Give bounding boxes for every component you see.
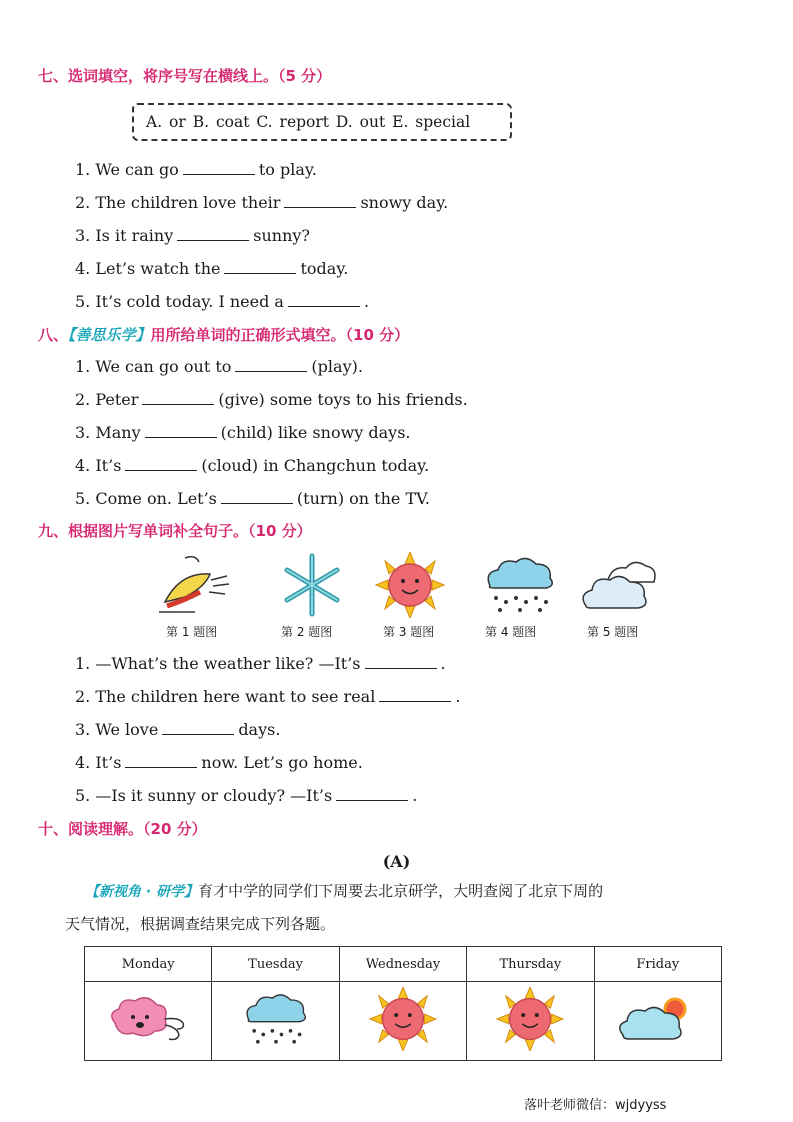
day-header-thursday: Thursday (467, 947, 594, 982)
s7-item-3: 3. Is it rainy sunny? (75, 226, 310, 245)
picture-caption-1: 第 1 题图 (166, 625, 218, 639)
s9-item-1: 1. —What’s the weather like? —It’s . (75, 654, 446, 673)
sunny-icon (490, 987, 570, 1051)
picture-caption-2: 第 2 题图 (281, 625, 333, 639)
section8-tag: 【善思乐学】 (68, 326, 151, 344)
day-header-wednesday: Wednesday (339, 947, 466, 982)
answer-blank[interactable] (235, 357, 307, 372)
s9-item-3: 3. We love days. (75, 720, 281, 739)
s7-item-5: 5. It’s cold today. I need a . (75, 292, 370, 311)
weather-cell-friday (594, 982, 721, 1061)
cloudy-icon (613, 989, 703, 1049)
day-header-monday: Monday (85, 947, 212, 982)
snowflake-icon (272, 552, 352, 618)
passage-label: (A) (382, 852, 411, 871)
answer-blank[interactable] (162, 720, 234, 735)
section10-heading: 十、阅读理解。（20 分） (38, 820, 207, 838)
answer-blank[interactable] (379, 687, 451, 702)
windy-icon (155, 552, 235, 618)
s9-item-4: 4. It’s now. Let’s go home. (75, 753, 363, 772)
day-header-tuesday: Tuesday (212, 947, 339, 982)
answer-blank[interactable] (288, 292, 360, 307)
section7-heading: 七、选词填空，将序号写在横线上。（5 分） (38, 67, 332, 85)
footer-note: 落叶老师微信：wjdyyss (524, 1098, 667, 1113)
weather-cell-monday (85, 982, 212, 1061)
s9-item-5: 5. —Is it sunny or cloudy? —It’s . (75, 786, 418, 805)
weather-cell-tuesday (212, 982, 339, 1061)
s9-item-2: 2. The children here want to see real . (75, 687, 461, 706)
section10-tag: 【新视角 · 研学】 (85, 884, 199, 900)
rainy-icon (236, 989, 316, 1049)
weather-cell-thursday (467, 982, 594, 1061)
s7-item-4: 4. Let’s watch the today. (75, 259, 349, 278)
section8-heading: 八、【善思乐学】用所给单词的正确形式填空。（10 分） (38, 326, 410, 344)
weather-table (84, 946, 722, 1061)
answer-blank[interactable] (224, 259, 296, 274)
answer-blank[interactable] (177, 226, 249, 241)
day-header-friday: Friday (594, 947, 721, 982)
answer-blank[interactable] (125, 753, 197, 768)
answer-blank[interactable] (145, 423, 217, 438)
answer-blank[interactable] (221, 489, 293, 504)
windy-icon (103, 989, 193, 1049)
picture-caption-5: 第 5 题图 (587, 625, 639, 639)
picture-caption-4: 第 4 题图 (485, 625, 537, 639)
answer-blank[interactable] (183, 160, 255, 175)
answer-blank[interactable] (365, 654, 437, 669)
answer-blank[interactable] (336, 786, 408, 801)
weather-cell-wednesday (339, 982, 466, 1061)
word-options-box (132, 103, 512, 141)
s7-item-1: 1. We can go to play. (75, 160, 317, 179)
answer-blank[interactable] (142, 390, 214, 405)
s8-item-2: 2. Peter (give) some toys to his friends. (75, 390, 468, 409)
sun-icon (370, 552, 450, 618)
picture-caption-3: 第 3 题图 (383, 625, 435, 639)
passage-intro: 【新视角 · 研学】育才中学的同学们下周要去北京研学，大明查阅了北京下周的 天气情况，根据调查结果完成下列各题。 (65, 882, 604, 933)
s8-item-5: 5. Come on. Let’s (turn) on the TV. (75, 489, 430, 508)
section9-heading: 九、根据图片写单词补全句子。（10 分） (38, 522, 312, 540)
s8-item-4: 4. It’s (cloud) in Changchun today. (75, 456, 430, 475)
answer-blank[interactable] (125, 456, 197, 471)
s7-item-2: 2. The children love their snowy day. (75, 193, 449, 212)
answer-blank[interactable] (284, 193, 356, 208)
sunny-icon (363, 987, 443, 1051)
rain-cloud-icon (480, 552, 560, 618)
s8-item-1: 1. We can go out to (play). (75, 357, 363, 376)
s8-item-3: 3. Many (child) like snowy days. (75, 423, 411, 442)
cloudy-icon (578, 552, 658, 618)
word-options: A. or B. coat C. report D. out E. special (146, 113, 471, 131)
